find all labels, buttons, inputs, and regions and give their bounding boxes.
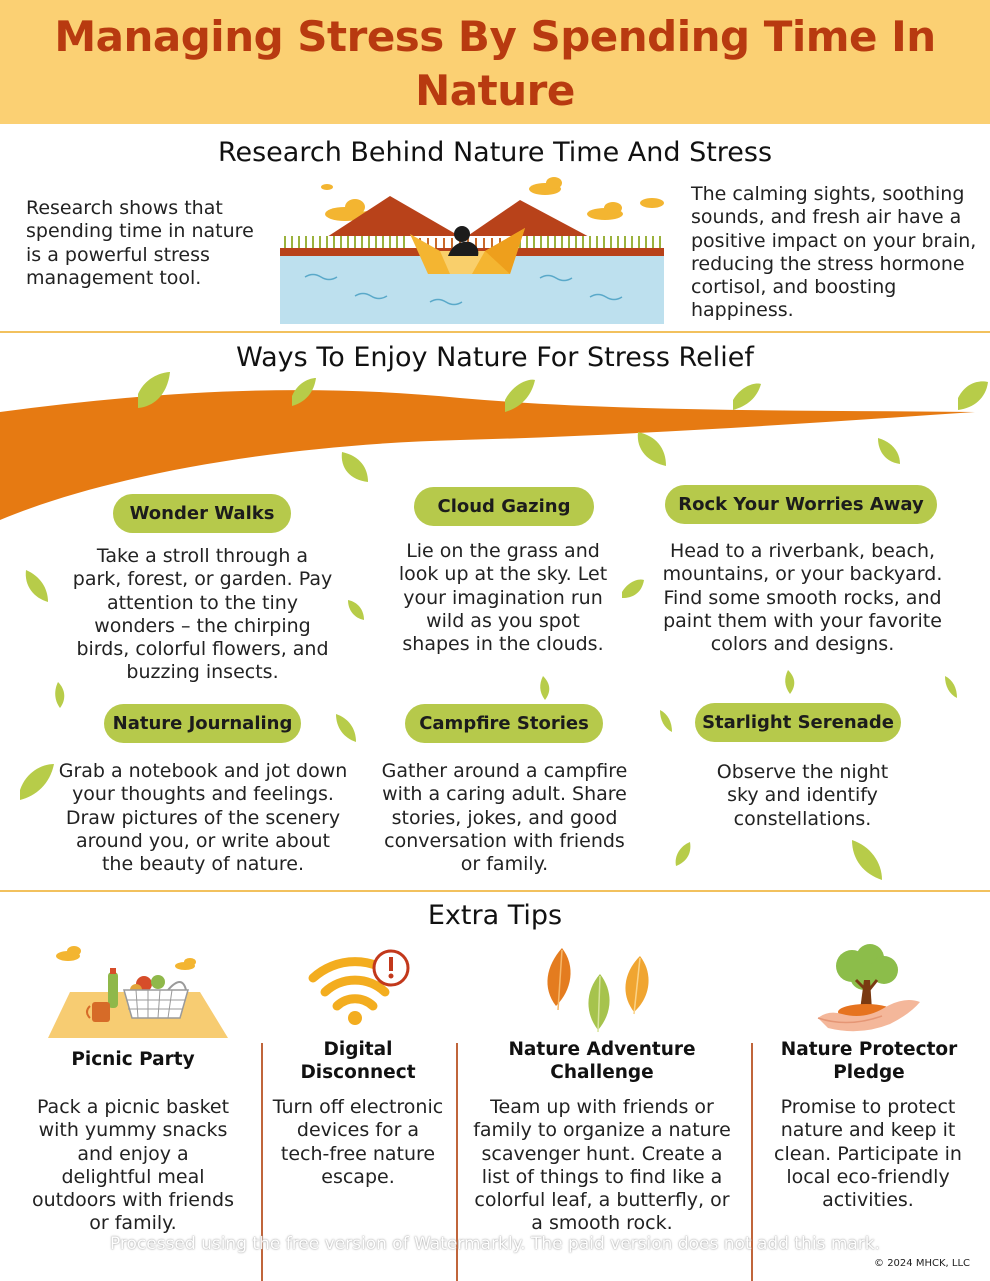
- picnic-basket-icon: [40, 944, 230, 1040]
- pill-campfire-stories: Campfire Stories: [405, 704, 603, 743]
- leaves-icon: [540, 944, 665, 1036]
- pill-cloud-gazing: Cloud Gazing: [414, 487, 594, 526]
- tip-title-picnic-party: Picnic Party: [71, 1049, 195, 1070]
- header-banner: [0, 0, 990, 124]
- tip-text-picnic-party: Pack a picnic basket with yummy snacks and enjoy a delightful meal outdoors with friends or family.: [32, 1096, 234, 1235]
- wifi-alert-icon: [305, 948, 415, 1028]
- pill-nature-journaling: Nature Journaling: [104, 704, 301, 743]
- pill-rock-your-worries-away: Rock Your Worries Away: [665, 485, 937, 524]
- campfire-stories-text: Gather around a campfire with a caring adult. Share stories, jokes, and good conversation with friends or family.: [381, 760, 628, 876]
- extra-tips-heading: Extra Tips: [427, 900, 563, 931]
- nature-journaling-text: Grab a notebook and jot down your thoughts and feelings. Draw pictures of the scenery around you, or write about the beauty of nature.: [58, 760, 348, 876]
- pill-wonder-walks: Wonder Walks: [113, 494, 291, 533]
- tree-in-hand-icon: [812, 944, 924, 1036]
- pill-starlight-serenade: Starlight Serenade: [695, 703, 901, 742]
- rock-worries-text: Head to a riverbank, beach, mountains, or your backyard. Find some smooth rocks, and paint them with your favorite colors and designs.: [662, 540, 943, 656]
- section-divider: [0, 890, 990, 892]
- page-title: Managing Stress By Spending Time In Nature: [54, 12, 936, 115]
- section-divider: [0, 331, 990, 333]
- research-heading: Research Behind Nature Time And Stress: [217, 137, 773, 168]
- tip-text-nature-protector: Promise to protect nature and keep it clean. Participate in local eco-friendly activities.: [774, 1096, 962, 1212]
- watermark-notice: Processed using the free version of Watermarkly. The paid version does not add this mark.: [109, 1234, 881, 1254]
- tip-text-nature-adventure: Team up with friends or family to organize a nature scavenger hunt. Create a list of things to find like a colorful leaf, a butterfly, or a smooth rock.: [473, 1096, 731, 1235]
- research-left-text: Research shows that spending time in nature is a powerful stress management tool.: [26, 197, 254, 289]
- copyright: © 2024 MHCK, LLC: [874, 1258, 970, 1269]
- ways-heading: Ways To Enjoy Nature For Stress Relief: [236, 342, 754, 373]
- tip-text-digital-disconnect: Turn off electronic devices for a tech-free nature escape.: [272, 1096, 444, 1188]
- tip-title-nature-protector: Nature Protector Pledge: [780, 1039, 958, 1083]
- wonder-walks-text: Take a stroll through a park, forest, or garden. Pay attention to the tiny wonders – the chirping birds, colorful flowers, and buzzing insects.: [72, 545, 333, 684]
- tip-title-digital-disconnect: Digital Disconnect: [300, 1039, 416, 1083]
- research-right-text: The calming sights, soothing sounds, and fresh air have a positive impact on your brain, reducing the stress hormone cortisol, and boosting happiness.: [691, 183, 977, 322]
- boat-lake-illustration: [280, 176, 668, 324]
- cloud-gazing-text: Lie on the grass and look up at the sky. Let your imagination run wild as you spot shapes in the clouds.: [398, 540, 608, 656]
- starlight-serenade-text: Observe the night sky and identify constellations.: [716, 761, 889, 830]
- tip-title-nature-adventure: Nature Adventure Challenge: [508, 1039, 696, 1083]
